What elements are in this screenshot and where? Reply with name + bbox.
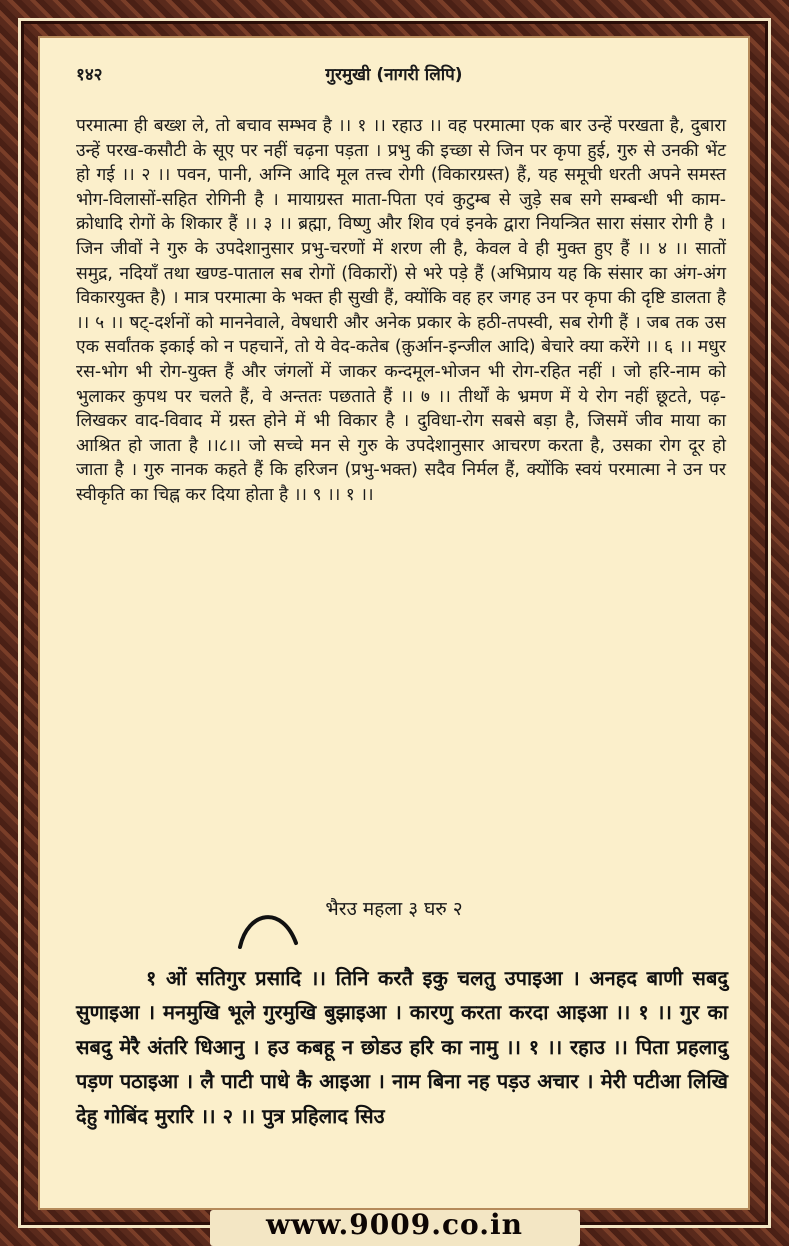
- gurbani-block: [76, 961, 728, 1133]
- page-header: [38, 62, 750, 92]
- section-title: भैरउ महला ३ घरु २: [325, 898, 463, 920]
- running-title: गुरमुखी (नागरी लिपि): [325, 65, 463, 85]
- translation-paragraph: परमात्मा ही बख्श ले, तो बचाव सम्भव है ।। १ ।। रहाउ ।। वह परमात्मा एक बार उन्हें परखता है, दुबारा उन्हें परख-कसौटी के सूए पर नहीं चढ़ना पड़ता । प्रभु की इच्छा से जिन पर कृपा हुई, गुरु से उनकी भेंट हो गई ।। २ ।। पवन, पानी, अग्नि आदि मूल तत्त्व रोगी (विकारग्रस्त) हैं, यह समूची धरती अपने समस्त भोग-विलासों-सहित रोगिनी है । मायाग्रस्त माता-पिता एवं कुटुम्ब से जुड़े सब सगे सम्बन्धी भी काम-क्रोधादि रोगों के शिकार हैं ।। ३ ।। ब्रह्मा, विष्णु और शिव एवं इनके द्वारा नियन्त्रित सारा संसार रोगी है । जिन जीवों ने गुरु के उपदेशानुसार प्रभु-चरणों में शरण ली है, केवल वे ही मुक्त हुए हैं ।। ४ ।। सातों समुद्र, नदियाँ तथा खण्ड-पाताल सब रोगों (विकारों) से भरे पड़े हैं (अभिप्राय यह कि संसार का अंग-अंग विकारयुक्त है) । मात्र परमात्मा के भक्त ही सुखी हैं, क्योंकि वह हर जगह उन पर कृपा की दृष्टि डालता है ।। ५ ।। षट्-दर्शनों को माननेवाले, वेषधारी और अनेक प्रकार के हठी-तपस्वी, सब रोगी हैं । जब तक उस एक सर्वांतक इकाई को न पहचानें, तो ये वेद-कतेब (क़ुर्आन-इन्जील आदि) बेचारे क्या करेंगे ।। ६ ।। मधुर रस-भोग भी रोग-युक्त हैं और जंगलों में जाकर कन्दमूल-भोजन भी रोग-रहित नहीं । जो हरि-नाम को भुलाकर कुपथ पर चलते हैं, वे अन्ततः पछताते हैं ।। ७ ।। तीर्थों के भ्रमण में ये रोग नहीं छूटते, पढ़-लिखकर वाद-विवाद में ग्रस्त होने में भी विकार है । दुविधा-रोग सबसे बड़ा है, जिसमें जीव माया का आश्रित हो जाता है ।।८।। जो सच्चे मन से गुरु के उपदेशानुसार आचरण करता है, उसका रोग दूर हो जाता है । गुरु नानक कहते हैं कि हरिजन (प्रभु-भक्त) सदैव निर्मल हैं, क्योंकि स्वयं परमात्मा ने उन पर स्वीकृति का चिह्न कर दिया होता है ।। ९ ।। १ ।।: [76, 116, 726, 505]
- book-page: [38, 36, 750, 1210]
- gurbani-paragraph: १ ओं सतिगुर प्रसादि ।। तिनि करतै इकु चलतु उपाइआ । अनहद बाणी सबदु सुणाइआ । मनमुखि भूले गुरमुखि बुझाइआ । कारणु करता करदा आइआ ।। १ ।। गुर का सबदु मेरै अंतरि धिआनु । हउ कबहू न छोडउ हरि का नामु ।। १ ।। रहाउ ।। पिता प्रहलादु पड़ण पठाइआ । लै पाटी पाधे कै आइआ । नाम बिना नह पड़उ अचार । मेरी पटीआ लिखि देहु गोबिंद मुरारि ।। २ ।। पुत्र प्रहिलाद सिउ: [76, 966, 728, 1128]
- page-number: १४२: [76, 65, 103, 85]
- website-url[interactable]: www.9009.co.in: [266, 1208, 523, 1241]
- translation-block: [76, 114, 726, 508]
- ek-onkar-arc-icon: [234, 903, 304, 951]
